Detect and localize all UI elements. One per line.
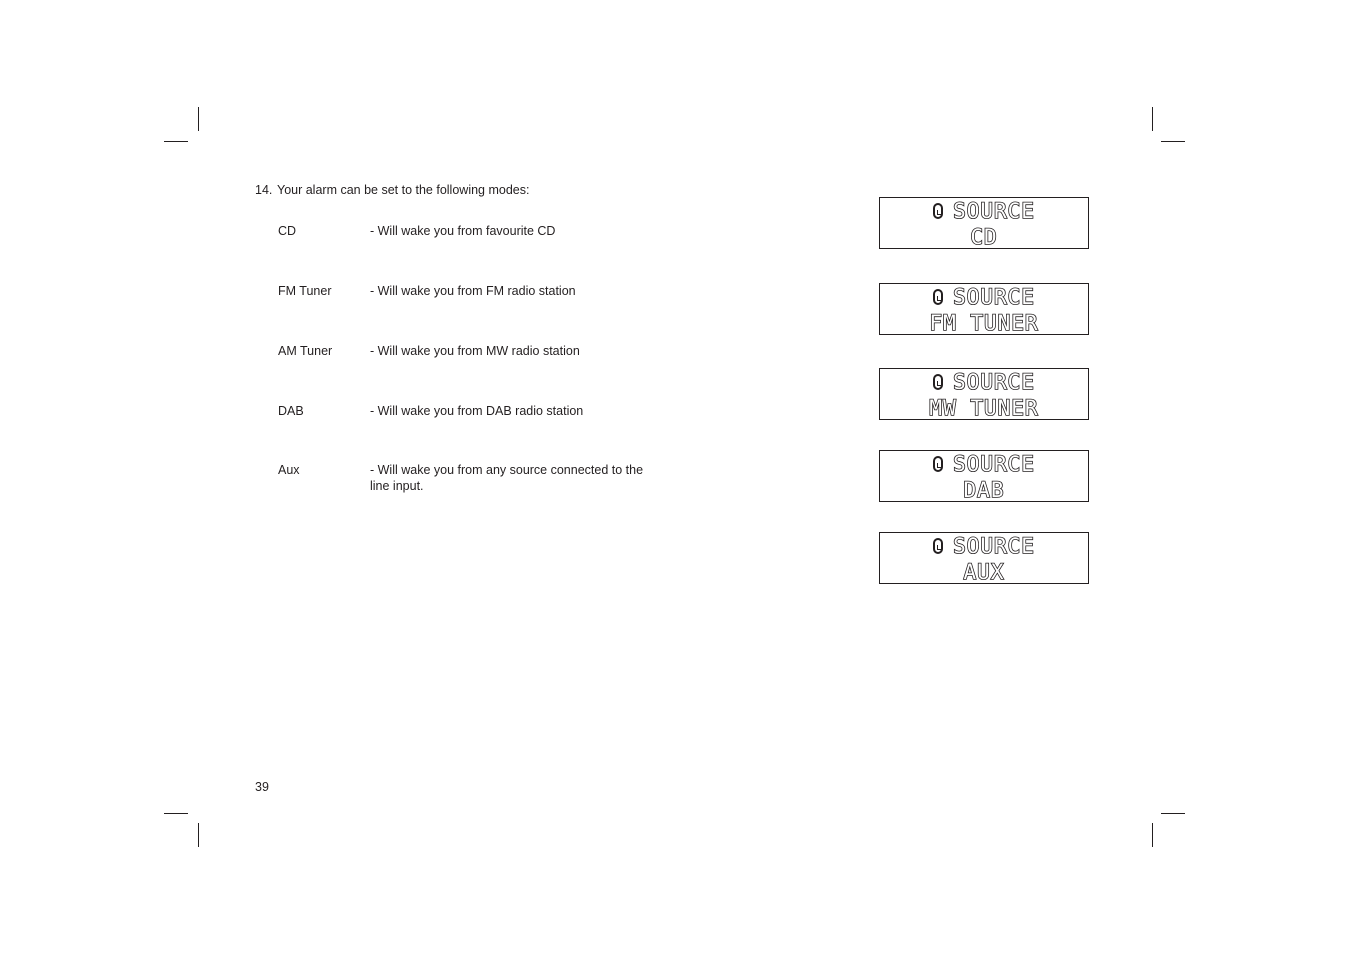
step-text: Your alarm can be set to the following modes: xyxy=(277,183,530,197)
lcd-line-1-text: SOURCE xyxy=(953,370,1035,394)
lcd-line-1 xyxy=(880,285,1088,309)
crop-mark-top-left-vertical xyxy=(198,107,199,131)
mode-description: - Will wake you from MW radio station xyxy=(370,344,580,358)
lcd-line-1-text: SOURCE xyxy=(953,534,1035,558)
lcd-line-2: DAB xyxy=(963,478,1005,502)
lcd-line-2: CD xyxy=(970,225,998,249)
lcd-line-1-text: SOURCE xyxy=(953,452,1035,476)
lcd-line-2: AUX xyxy=(963,560,1005,584)
mode-name: DAB xyxy=(278,404,304,418)
crop-mark-top-right-horizontal xyxy=(1161,141,1185,142)
alarm-bell-icon xyxy=(933,456,943,472)
mode-name: CD xyxy=(278,224,297,238)
lcd-line-1 xyxy=(880,370,1088,394)
lcd-line-1 xyxy=(880,534,1088,558)
mode-description: - Will wake you from favourite CD xyxy=(370,224,556,238)
mode-description: - Will wake you from DAB radio station xyxy=(370,404,584,418)
lcd-display-mw-tuner xyxy=(879,368,1089,420)
mode-name: FM Tuner xyxy=(278,284,332,298)
crop-mark-top-left-horizontal xyxy=(164,141,188,142)
lcd-display-aux xyxy=(879,532,1089,584)
mode-name: Aux xyxy=(278,463,300,477)
mode-description: - Will wake you from FM radio station xyxy=(370,284,576,298)
step-intro xyxy=(255,183,529,198)
mode-description: - Will wake you from any source connected to the line input. xyxy=(370,463,644,493)
alarm-bell-icon xyxy=(933,538,943,554)
alarm-bell-icon xyxy=(933,374,943,390)
lcd-line-1-text: SOURCE xyxy=(953,199,1035,223)
lcd-display-dab xyxy=(879,450,1089,502)
lcd-display-cd xyxy=(879,197,1089,249)
lcd-display-fm-tuner xyxy=(879,283,1089,335)
crop-mark-bottom-right-vertical xyxy=(1152,823,1153,847)
lcd-line-2: FM TUNER xyxy=(929,311,1039,335)
lcd-line-1-text: SOURCE xyxy=(953,285,1035,309)
lcd-line-2: MW TUNER xyxy=(929,396,1039,420)
page-number: 39 xyxy=(255,780,269,794)
alarm-bell-icon xyxy=(933,203,943,219)
crop-mark-bottom-right-horizontal xyxy=(1161,813,1185,814)
crop-mark-bottom-left-vertical xyxy=(198,823,199,847)
alarm-bell-icon xyxy=(933,289,943,305)
crop-mark-top-right-vertical xyxy=(1152,107,1153,131)
mode-name: AM Tuner xyxy=(278,344,333,358)
lcd-line-1 xyxy=(880,199,1088,223)
crop-mark-bottom-left-horizontal xyxy=(164,813,188,814)
step-number: 14. xyxy=(255,183,273,197)
lcd-line-1 xyxy=(880,452,1088,476)
